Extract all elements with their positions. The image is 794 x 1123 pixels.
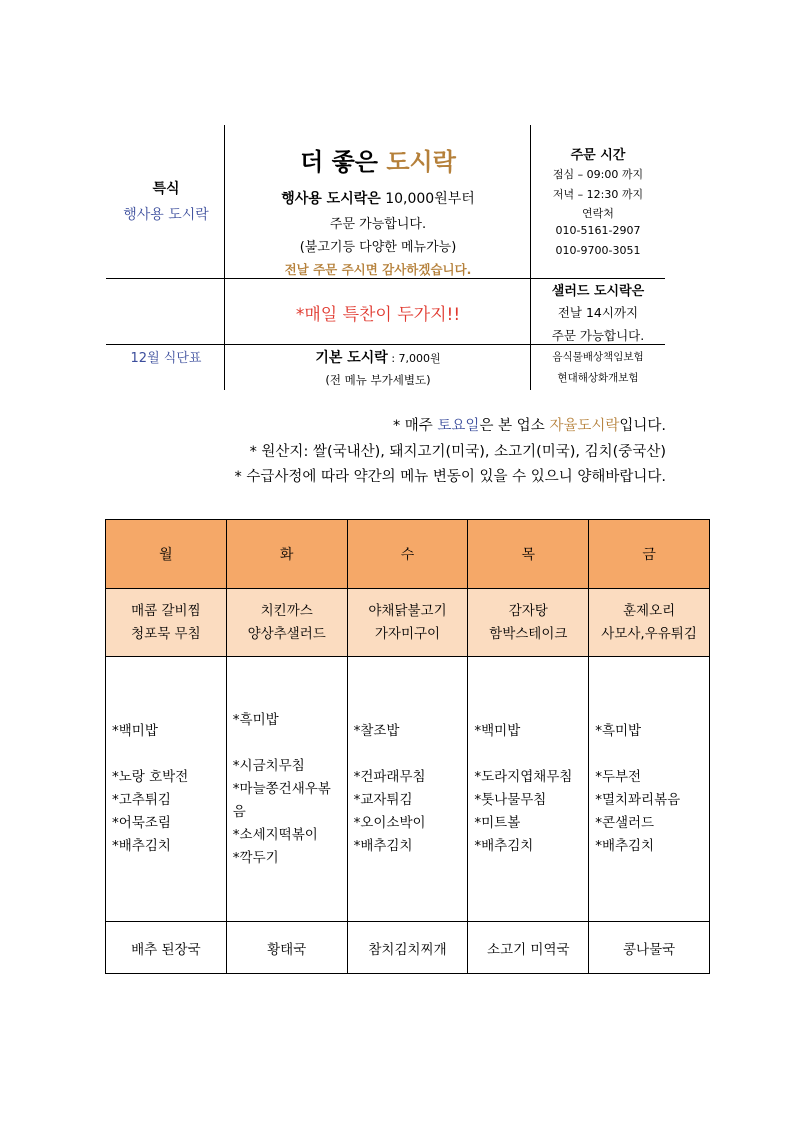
side-dish-item: *오이소박이 (353, 815, 426, 831)
menu-month-title: 12월 식단표 (130, 351, 202, 366)
side-dish-item: *교자튀김 (353, 792, 413, 808)
side-dish-item: *멸치꽈리볶음 (595, 792, 681, 808)
event-line-2: 주문 가능합니다. (329, 217, 427, 232)
note-saturday (393, 414, 666, 435)
soup-cell: 참치김치찌개 (347, 922, 468, 974)
day-header: 목 (468, 520, 589, 589)
side-dish-row (106, 657, 710, 922)
special-dish-cell (347, 589, 468, 657)
side-dish-item: *백미밥 (112, 723, 158, 739)
soup-cell: 콩나물국 (589, 922, 710, 974)
side-dish-item: *건파래무침 (353, 769, 426, 785)
contact-label: 연락처 (582, 207, 614, 220)
event-line-1 (226, 188, 530, 208)
side-dish-item: *배추김치 (474, 838, 534, 854)
dish-spacer (112, 743, 222, 766)
basic-box-label: 기본 도시락 (315, 350, 388, 366)
note1-part-a: * 매주 (392, 418, 438, 434)
side-dish-cell (226, 657, 347, 922)
side-dish-item: *시금치무침 (232, 757, 305, 774)
insurance-line-2: 현대해상화개보험 (557, 372, 639, 384)
soup-cell: 소고기 미역국 (468, 922, 589, 974)
weekly-menu-table (105, 519, 710, 974)
note1-saturday: 토요일 (437, 418, 480, 434)
dish-spacer (595, 743, 705, 766)
side-dish-cell (468, 657, 589, 922)
side-dish-item: *소세지떡볶이 (232, 826, 318, 843)
special-dish-1: 치킨까스 (260, 602, 313, 619)
note-origin: * 원산지: 쌀(국내산), 돼지고기(미국), 소고기(미국), 김치(중국산) (249, 444, 666, 460)
special-dish-1: 야채닭불고기 (368, 602, 447, 619)
event-line-3: (불고기등 다양한 메뉴가능) (299, 240, 457, 255)
side-dish-item: *미트볼 (474, 815, 521, 831)
special-subtitle: 행사용 도시락 (123, 207, 209, 223)
side-dish-item: *배추김치 (595, 838, 655, 854)
special-dish-2: 함박스테이크 (489, 625, 568, 642)
basic-price: : 7,000원 (387, 352, 441, 365)
side-dish-item: *찰조밥 (353, 723, 400, 739)
phone-number-1: 010-5161-2907 (555, 224, 641, 237)
header-hline-2 (106, 344, 665, 345)
special-dish-1: 매콤 갈비찜 (131, 602, 201, 619)
dish-spacer (474, 743, 584, 766)
special-dish-2: 청포묵 무침 (131, 625, 201, 642)
special-dish-2: 양상추샐러드 (247, 625, 326, 642)
side-dish-list (233, 709, 347, 870)
side-dish-cell (106, 657, 227, 922)
event-rest: 10,000원부터 (380, 191, 475, 207)
side-dish-item: *배추김치 (112, 838, 171, 854)
note1-selfbox: 자율도시락 (549, 418, 620, 434)
side-dish-cell (347, 657, 468, 922)
note1-part-b: 은 본 업소 (479, 418, 550, 434)
dish-spacer (354, 743, 464, 766)
side-dish-item: *콘샐러드 (595, 815, 655, 831)
side-dish-cell (589, 657, 710, 922)
side-dish-item: *마늘쫑건새우볶음 (232, 780, 331, 820)
soup-row (106, 922, 710, 974)
special-dish-1: 훈제오리 (623, 602, 676, 619)
event-bold: 행사용 도시락은 (281, 191, 381, 207)
side-dish-list (474, 720, 588, 858)
insurance-line-1: 음식물배상책임보험 (552, 351, 644, 363)
daily-special-banner: *매일 특찬이 두가지!! (295, 305, 461, 325)
side-dish-list (112, 720, 226, 858)
special-dish-cell (468, 589, 589, 657)
basic-box-price (226, 347, 530, 367)
special-dish-cell (589, 589, 710, 657)
special-dish-1: 감자탕 (508, 602, 548, 619)
side-dish-item: *백미밥 (474, 723, 521, 739)
side-dish-list (354, 720, 468, 858)
special-dish-row (106, 589, 710, 657)
side-dish-item: *흑미밥 (595, 723, 642, 739)
side-dish-item: *노랑 호박전 (112, 769, 189, 785)
header-divider-right (530, 125, 531, 390)
side-dish-item: *깍두기 (232, 849, 279, 866)
salad-line-3: 주문 가능합니다. (551, 328, 645, 343)
brand-accent: 도시락 (386, 148, 456, 176)
order-time-title: 주문 시간 (570, 148, 626, 163)
side-dish-item: *고추튀김 (112, 792, 171, 808)
special-dish-cell (226, 589, 347, 657)
order-lunch: 점심 – 09:00 까지 (552, 168, 644, 181)
side-dish-item: *두부전 (595, 769, 642, 785)
note1-part-c: 입니다. (619, 418, 666, 434)
day-header: 월 (106, 520, 227, 589)
day-header: 화 (226, 520, 347, 589)
phone-number-2: 010-9700-3051 (555, 244, 641, 257)
brand-prefix: 더 좋은 (300, 148, 387, 176)
side-dish-item: *톳나물무침 (474, 792, 547, 808)
order-dinner: 저녁 – 12:30 까지 (552, 188, 644, 201)
special-title: 특식 (152, 181, 180, 197)
side-dish-item: *흑미밥 (232, 711, 279, 728)
special-dish-cell (106, 589, 227, 657)
special-dish-2: 사모사,우유튀김 (601, 625, 697, 642)
side-dish-item: *배추김치 (353, 838, 413, 854)
note-menu-change: * 수급사정에 따라 약간의 메뉴 변동이 있을 수 있으니 양해바랍니다. (234, 469, 666, 485)
special-dish-2: 가자미구이 (374, 625, 441, 642)
day-header-row (106, 520, 710, 589)
soup-cell: 황태국 (226, 922, 347, 974)
day-header: 금 (589, 520, 710, 589)
header-hline-1 (106, 278, 665, 279)
vat-note: (전 메뉴 부가세별도) (325, 373, 431, 387)
side-dish-item: *어묵조림 (112, 815, 171, 831)
side-dish-list (595, 720, 709, 858)
salad-line-2: 전날 14시까지 (557, 305, 639, 320)
salad-line-1: 샐러드 도시락은 (551, 284, 645, 299)
brand-title (226, 142, 530, 177)
side-dish-item: *도라지엽채무침 (474, 769, 573, 785)
soup-cell: 배추 된장국 (106, 922, 227, 974)
event-line-4: 전날 주문 주시면 감사하겠습니다. (284, 262, 472, 277)
dish-spacer (233, 732, 343, 755)
day-header: 수 (347, 520, 468, 589)
